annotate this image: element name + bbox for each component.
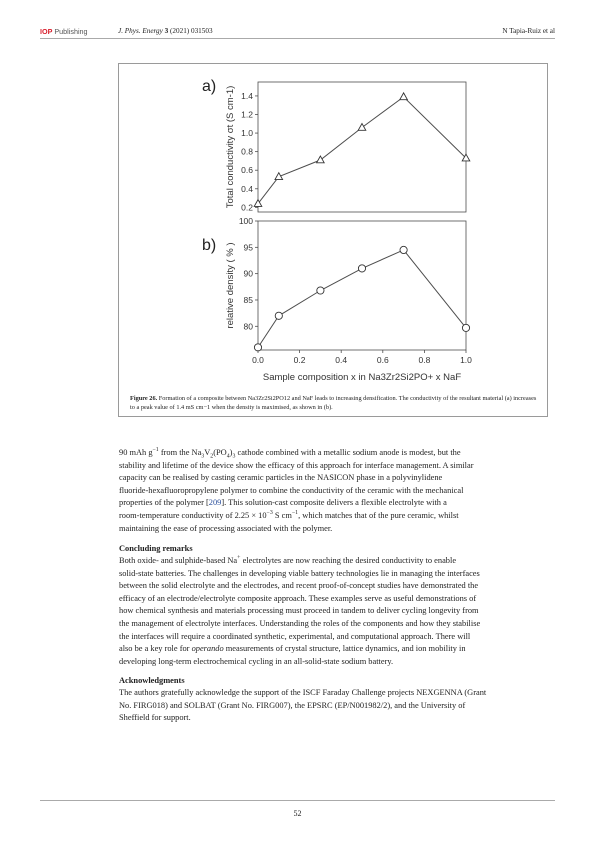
text-line: The authors gratefully acknowledge the support of the ISCF Faraday Challenge projects NEXGENNA (Grant (119, 688, 487, 697)
y-tick-label: 0.2 (241, 202, 253, 213)
x-tick-label: 0.2 (293, 355, 306, 365)
x-tick-label: 0.0 (252, 355, 264, 365)
data-point-triangle (317, 156, 325, 163)
data-point-circle (254, 344, 261, 351)
y-tick-label: 0.8 (241, 146, 253, 157)
y-axis-label: relative density ( % ) (225, 242, 236, 329)
footer-rule (40, 800, 555, 801)
publisher-word: Publishing (54, 27, 88, 36)
y-tick-label: 1.2 (241, 109, 253, 120)
y-tick-label: 90 (243, 268, 253, 279)
x-axis-label: Sample composition x in Na3Zr2Si2PO+ x NaF (262, 372, 462, 383)
publisher-brand: IOP (40, 27, 53, 36)
y-tick-label: 80 (243, 321, 253, 332)
figure-26-chart (120, 70, 540, 392)
text-line: No. FIRG018) and SOLBAT (Grant No. FIRG007), the EPSRC (EP/N001982/2), and the University of (119, 700, 466, 710)
y-axis-label: Total conductivity σt (S cm-1) (225, 85, 236, 209)
text-line: capacity can be realised by casting ceramic particles in the NASICON phase in a polyvinylidene (119, 473, 443, 483)
panel-label: a) (202, 78, 217, 95)
y-tick-label: 95 (243, 242, 253, 253)
y-tick-label: 1.4 (241, 90, 253, 101)
y-tick-label: 1.0 (241, 128, 253, 139)
text-line: maintaining the ease of processing associated with the polymer. (119, 523, 333, 533)
plot-frame (258, 82, 466, 212)
text-line: efficacy of an electrode/electrolyte composite approach. These examples serve as useful demonstrations of (119, 593, 477, 603)
text-line: the interfaces will require a coordinated synthetic, experimental, and computational approach. There will (119, 631, 471, 641)
paragraph-2 (119, 555, 547, 668)
paragraph-3 (119, 687, 547, 725)
data-point-circle (358, 265, 365, 272)
text-line: developing long-term electrochemical cycling in an all-solid-state sodium battery. (119, 656, 394, 666)
plot-frame (258, 221, 466, 350)
text-line: stability and lifetime of the device show the efficacy of this approach for interface management. A similar (119, 460, 474, 470)
x-tick-label: 1.0 (460, 355, 472, 365)
journal-citation (118, 27, 213, 35)
caption-text: Formation of a composite between Na3Zr2Si2PO12 and NaF leads to increasing densification. The conductivity of the resultant material (a) increases to a peak value of 1.4 mS cm−1 when the density is maximised, as shown in (b). (130, 395, 537, 411)
heading-concluding-remarks: Concluding remarks (119, 544, 193, 553)
heading-acknowledgments: Acknowledgments (119, 676, 185, 685)
series-line (258, 97, 466, 204)
data-point-circle (317, 287, 324, 294)
y-tick-label: 0.4 (241, 183, 253, 194)
publisher-logo (40, 27, 88, 36)
header-rule (40, 38, 555, 39)
text-line: fluoride-hexafluoropropylene polymer to combine the conductivity of the ceramic with the mechanical (119, 485, 464, 495)
x-tick-label: 0.4 (335, 355, 348, 365)
y-tick-label: 85 (243, 294, 253, 305)
x-tick-label: 0.8 (418, 355, 431, 365)
data-point-circle (400, 246, 407, 253)
data-point-triangle (358, 124, 366, 131)
data-point-circle (275, 312, 282, 319)
paragraph-1 (119, 447, 547, 535)
x-tick-label: 0.6 (376, 355, 389, 365)
journal-name: J. Phys. Energy (118, 27, 163, 35)
text-line: the management of electrolyte interfaces. Understanding the roles of the components and how they stabilise (119, 618, 481, 628)
text-line: room-temperature conductivity of $2.25 \times 10^{-3}$ S $cm^{-1}$, which matches that of the pure ceramic, whilst (119, 510, 459, 520)
data-point-triangle (400, 93, 408, 100)
text-line: how chemical synthesis and materials processing must proceed in tandem to deliver cycling longevity from (119, 606, 479, 616)
journal-volume: 3 (164, 27, 169, 35)
y-tick-label: 100 (238, 216, 253, 226)
text-line: Sheffield for support. (119, 713, 191, 723)
text-line: between the solid electrolyte and the electrodes, and recent proof-of-concept studies have demonstrated the (119, 581, 479, 591)
text-line: also be a key role for operando measurements of crystal structure, lattice dynamics, and ion mobility in (119, 644, 466, 654)
text-line: solid-state batteries. The challenges in developing viable battery technologies lie in managing the interfaces (119, 568, 480, 578)
data-point-circle (462, 324, 469, 331)
panel-label: b) (202, 237, 217, 254)
y-tick-label: 0.6 (241, 165, 253, 176)
journal-year-article: (2021) 031503 (170, 27, 213, 35)
running-author: N Tapia-Ruiz et al (502, 27, 555, 35)
figure-caption (130, 395, 542, 412)
text-line: Both oxide- and sulphide-based Na+ electrolytes are now reaching the desired conductivity to enable (119, 555, 457, 565)
caption-label: Figure 26. (130, 395, 158, 402)
page-number: 52 (293, 809, 302, 818)
text-line: properties of the polymer [209]. This solution-cast composite delivers a flexible electrolyte with a (119, 498, 447, 508)
text-line: 90 mAh $g^{-1}$ from the $Na_3V_2(PO_4)_3$ cathode combined with a metallic sodium anode is modest, but the (119, 447, 461, 460)
